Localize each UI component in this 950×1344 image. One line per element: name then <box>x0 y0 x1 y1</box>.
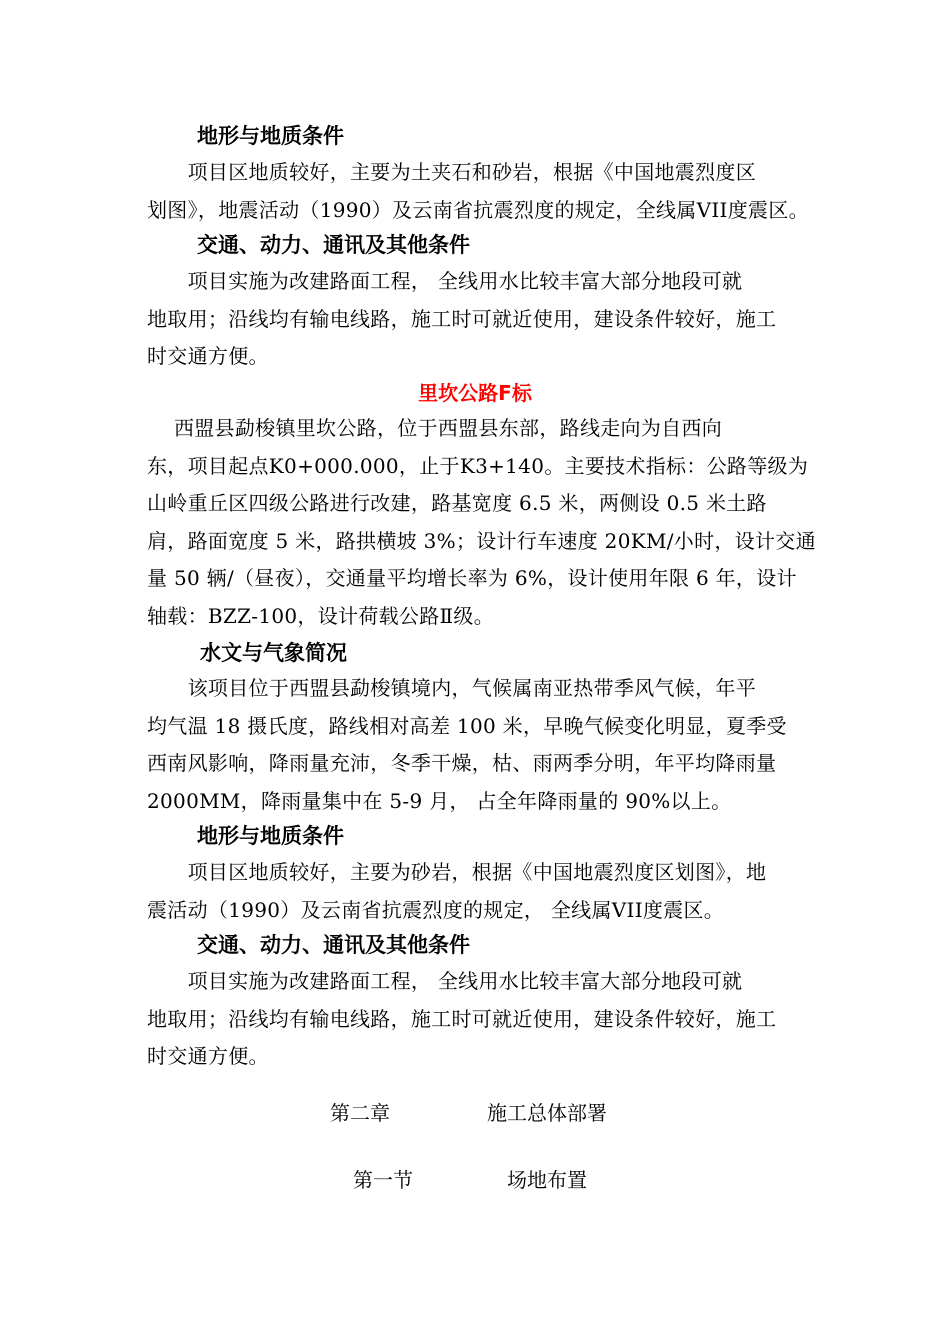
paragraph-traffic-1 <box>147 263 807 376</box>
paragraph-line: 时交通方便。 <box>147 344 269 368</box>
paragraph-line: 时交通方便。 <box>147 1044 269 1068</box>
paragraph-hydro <box>147 670 807 820</box>
heading-traffic-2: 交通、动力、通讯及其他条件 <box>197 933 470 957</box>
paragraph-line: 项目实施为改建路面工程， 全线用水比较丰富大部分地段可就 <box>147 269 743 293</box>
paragraph-line: 项目区地质较好，主要为砂岩，根据《中国地震烈度区划图》，地 <box>147 860 767 884</box>
paragraph-line: 均气温 18 摄氏度，路线相对高差 100 米，早晚气候变化明显，夏季受 <box>147 713 787 738</box>
paragraph-line: 量 50 辆/（昼夜），交通量平均增长率为 6%，设计使用年限 6 年，设计 <box>147 566 797 590</box>
heading-hydro: 水文与气象简况 <box>200 641 347 665</box>
paragraph-line: 划图》，地震活动（1990）及云南省抗震烈度的规定，全线属VII度震区。 <box>147 197 809 222</box>
heading-traffic-1: 交通、动力、通讯及其他条件 <box>197 233 470 257</box>
paragraph-line: 该项目位于西盟县勐梭镇境内，气候属南亚热带季风气候，年平 <box>147 676 756 700</box>
paragraph-line: 地取用；沿线均有输电线路，施工时可就近使用，建设条件较好，施工 <box>147 1006 777 1031</box>
section-title-red: 里坎公路F标 <box>418 381 532 405</box>
paragraph-line: 肩，路面宽度 5 米，路拱横坡 3%；设计行车速度 20KM/小时，设计交通 <box>147 528 816 553</box>
paragraph-line: 地取用；沿线均有输电线路，施工时可就近使用，建设条件较好，施工 <box>147 306 777 331</box>
paragraph-line: 震活动（1990）及云南省抗震烈度的规定， 全线属VII度震区。 <box>147 897 725 922</box>
chapter-label: 第二章 <box>330 1101 390 1125</box>
paragraph-line: 山岭重丘区四级公路进行改建，路基宽度 6.5 米，两侧设 0.5 米土路 <box>147 491 767 515</box>
paragraph-line: 项目实施为改建路面工程， 全线用水比较丰富大部分地段可就 <box>147 969 743 993</box>
chapter-title: 施工总体部署 <box>487 1101 607 1125</box>
paragraph-line: 西盟县勐梭镇里坎公路，位于西盟县东部，路线走向为自西向 <box>147 416 723 440</box>
paragraph-intro <box>147 410 816 635</box>
paragraph-terrain-1 <box>147 154 807 229</box>
paragraph-line: 项目区地质较好，主要为土夹石和砂岩，根据《中国地震烈度区 <box>147 160 756 184</box>
paragraph-terrain-2 <box>147 854 807 929</box>
heading-terrain-1: 地形与地质条件 <box>197 124 344 148</box>
paragraph-line: 西南风影响，降雨量充沛，冬季干燥，枯、雨两季分明，年平均降雨量 <box>147 751 777 775</box>
section-label: 第一节 <box>353 1168 413 1192</box>
heading-terrain-2: 地形与地质条件 <box>197 824 344 848</box>
paragraph-line: 东，项目起点K0+000.000，止于K3+140。主要技术指标：公路等级为 <box>147 453 809 478</box>
paragraph-line: 轴载：BZZ-100，设计荷载公路Ⅱ级。 <box>147 603 495 628</box>
section-title: 场地布置 <box>507 1168 587 1192</box>
paragraph-line: 2000MM，降雨量集中在 5-9 月， 占全年降雨量的 90%以上。 <box>147 788 732 813</box>
paragraph-traffic-2 <box>147 963 807 1076</box>
